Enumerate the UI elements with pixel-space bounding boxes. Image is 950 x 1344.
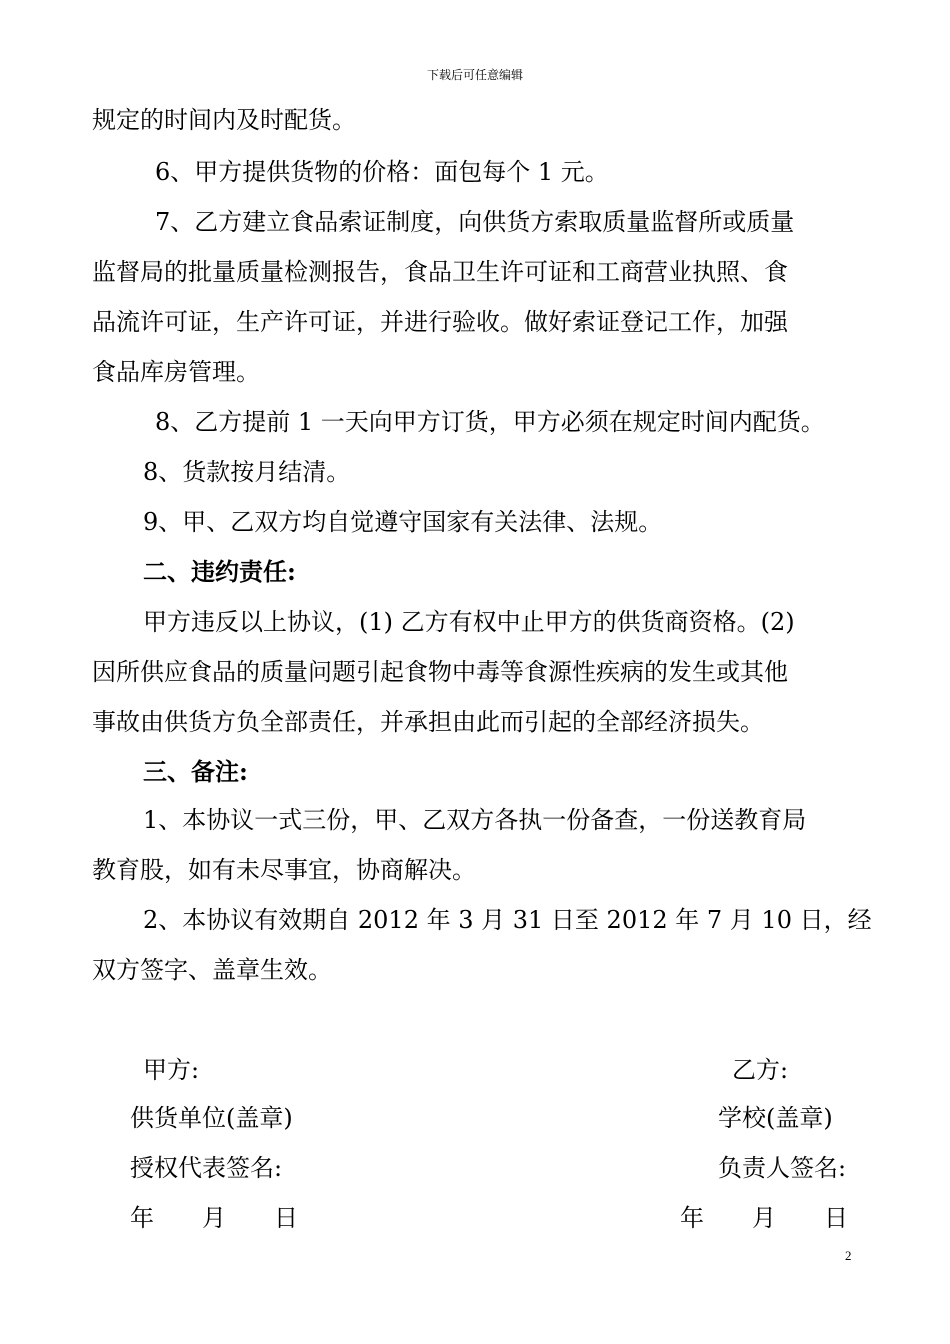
breach-line-2: 因所供应食品的质量问题引起食物中毒等食源性疾病的发生或其他 [92,658,788,686]
clause-9: 9、甲、乙双方均自觉遵守国家有关法律、法规。 [143,508,663,536]
party-a-signature: 授权代表签名: [130,1154,283,1182]
party-b-label: 乙方: [732,1056,789,1084]
section-heading-notes: 三、备注: [143,757,248,786]
party-a-label: 甲方: [143,1056,200,1084]
party-b-signature: 负责人签名: [718,1154,847,1182]
clause-7-line-3: 品流许可证，生产许可证，并进行验收。做好索证登记工作，加强 [92,308,788,336]
page-number: 2 [845,1248,852,1263]
clause-7-line-2: 监督局的批量质量检测报告，食品卫生许可证和工商营业执照、食 [92,258,788,286]
body-line-1: 规定的时间内及时配货。 [92,106,356,134]
notes-1-line-1: 1、本协议一式三份，甲、乙双方各执一份备查，一份送教育局 [143,806,807,834]
breach-line-1: 甲方违反以上协议，(1) 乙方有权中止甲方的供货商资格。(2) [143,608,795,636]
clause-7-line-4: 食品库房管理。 [92,358,260,386]
clause-7: 7、乙方建立食品索证制度，向供货方索取质量监督所或质量 [155,208,795,236]
breach-line-3: 事故由供货方负全部责任，并承担由此而引起的全部经济损失。 [92,708,764,736]
party-a-unit: 供货单位(盖章) [130,1104,293,1132]
party-b-date: 年 月 日 [680,1204,848,1232]
party-a-date: 年 月 日 [130,1204,298,1232]
clause-8-order: 8、乙方提前 1 一天向甲方订货，甲方必须在规定时间内配货。 [155,408,825,436]
section-heading-breach: 二、违约责任: [143,557,296,586]
page-header: 下载后可任意编辑 [426,68,523,82]
notes-2-line-2: 双方签字、盖章生效。 [92,956,332,984]
notes-1-line-2: 教育股，如有未尽事宜，协商解决。 [92,856,476,884]
clause-8-payment: 8、货款按月结清。 [143,458,351,486]
clause-6: 6、甲方提供货物的价格：面包每个 1 元。 [155,158,609,186]
party-b-unit: 学校(盖章) [718,1104,833,1132]
notes-2-line-1: 2、本协议有效期自 2012 年 3 月 31 日至 2012 年 7 月 10 日，经 [143,906,872,934]
